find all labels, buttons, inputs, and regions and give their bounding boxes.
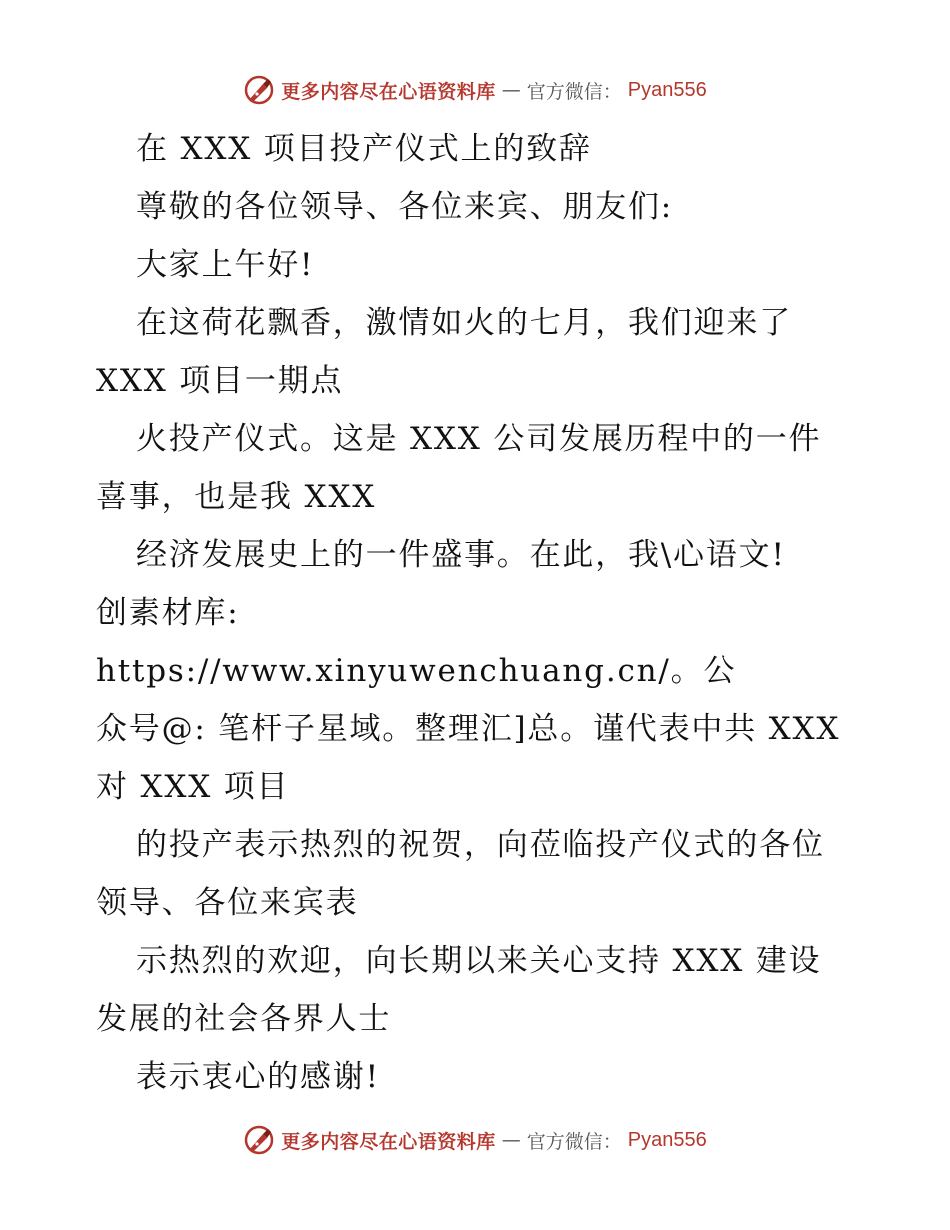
pen-logo-icon	[243, 1124, 275, 1156]
paragraph-1-line-2: XXX 项目一期点	[96, 363, 344, 399]
banner-separator: —	[501, 1129, 521, 1151]
banner-wechat-label: 官方微信：	[526, 1130, 622, 1153]
paragraph-3-line-1: 经济发展史上的一件盛事。在此，我\心语文!	[136, 537, 786, 573]
paragraph-5-line-1: 示热烈的欢迎，向长期以来关心支持 XXX 建设	[136, 943, 822, 979]
paragraph-6-line-1: 表示衷心的感谢!	[136, 1059, 380, 1095]
banner-wechat-id: Pyan556	[627, 1128, 707, 1151]
paragraph-4-line-2: 领导、各位来宾表	[96, 885, 359, 921]
salutation: 尊敬的各位领导、各位来宾、朋友们:	[136, 189, 674, 225]
banner-separator: —	[501, 79, 521, 101]
paragraph-2-line-1: 火投产仪式。这是 XXX 公司发展历程中的一件	[136, 421, 822, 457]
paragraph-4-line-1: 的投产表示热烈的祝贺，向莅临投产仪式的各位	[136, 827, 825, 863]
paragraph-3-line-2: 创素材库: https://www.xinyuwenchuang.cn/。公	[96, 595, 737, 689]
paragraph-3-line-3: 众号@: 笔杆子星域。整理汇]总。谨代表中共 XXX	[96, 711, 841, 747]
pen-logo-icon	[243, 74, 275, 106]
footer-banner	[0, 1120, 950, 1160]
header-banner	[0, 70, 950, 110]
greeting: 大家上午好!	[136, 247, 315, 283]
banner-wechat-label: 官方微信：	[526, 80, 622, 103]
document-body	[96, 120, 856, 1106]
paragraph-2-line-2: 喜事，也是我 XXX	[96, 479, 377, 515]
banner-wechat-id: Pyan556	[627, 78, 707, 101]
paragraph-3-line-4: 对 XXX 项目	[96, 769, 290, 805]
document-title: 在 XXX 项目投产仪式上的致辞	[136, 131, 592, 167]
paragraph-5-line-2: 发展的社会各界人士	[96, 1001, 392, 1037]
banner-slogan: 更多内容尽在心语资料库	[281, 80, 496, 103]
paragraph-1-line-1: 在这荷花飘香，激情如火的七月，我们迎来了	[136, 305, 792, 341]
banner-slogan: 更多内容尽在心语资料库	[281, 1130, 496, 1153]
